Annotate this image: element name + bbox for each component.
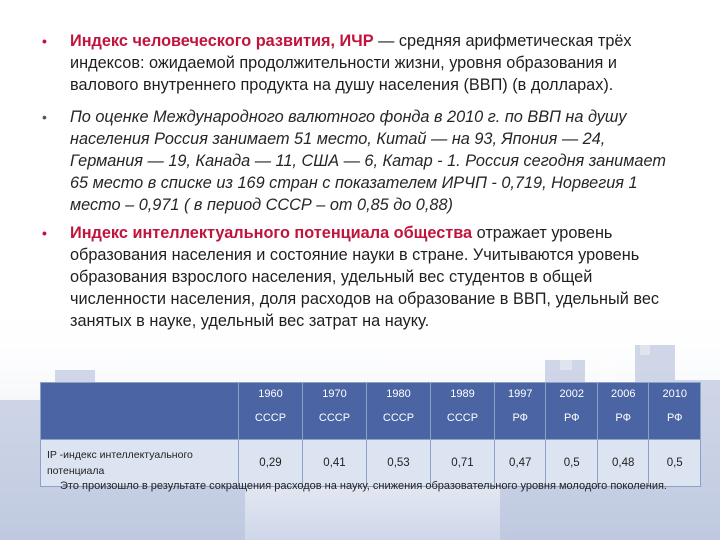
- imf-ranking-text: По оценке Международного валютного фонда в 2010 г. по ВВП на душу населения Россия занимает 51 место, Китай — на 93, Япония — 24, Германия — 19, Канада — 11, США — 6, Катар - 1. Россия сегодня занимает 65 место в списке из 169 стран с показателем ИРЧП - 0,719, Норвегия 1 место – 0,971 ( в период СССР – от 0,85 до 0,88): [70, 108, 666, 214]
- table-header-row: [41, 383, 701, 440]
- column-header: 1960 СССР: [239, 383, 303, 440]
- bullet-intellectual-index: [40, 222, 680, 332]
- bullet-dot-icon: •: [42, 225, 47, 241]
- column-header: 1997 РФ: [495, 383, 546, 440]
- table-cell: 0,71: [431, 440, 495, 487]
- table-cell: 0,29: [239, 440, 303, 487]
- bullet-dot-icon: •: [42, 33, 47, 49]
- column-header: 1970 СССР: [303, 383, 367, 440]
- column-header: 2002 РФ: [546, 383, 597, 440]
- column-header: 2010 РФ: [649, 383, 701, 440]
- column-header: 1989 СССР: [431, 383, 495, 440]
- table-cell: 0,47: [495, 440, 546, 487]
- hdi-definition: — средняя арифметическая трёх индексов: ожидаемой продолжительности жизни, уровня образования и валового внутреннего продукта на душу населения (ВВП) (в долларах).: [70, 32, 632, 94]
- bullet-dot-icon: •: [42, 109, 47, 125]
- table-cell: 0,53: [367, 440, 431, 487]
- bullet-list: [40, 30, 680, 332]
- bullet-hdi: [40, 30, 680, 96]
- column-header: 1980 СССР: [367, 383, 431, 440]
- footnote: Это произошло в результате сокращения расходов на науку, снижения образовательного уровня молодого поколения.: [60, 480, 667, 492]
- column-header: 2006 РФ: [597, 383, 648, 440]
- ip-index-table: [40, 382, 701, 487]
- table-cell: 0,5: [649, 440, 701, 487]
- table-cell: 0,41: [303, 440, 367, 487]
- table-cell: 0,48: [597, 440, 648, 487]
- intellectual-index-term: Индекс интеллектуального потенциала общества: [70, 224, 473, 242]
- table-corner-cell: [41, 383, 239, 440]
- row-label: IP -индекс интеллектуального потенциала: [41, 440, 239, 487]
- table-cell: 0,5: [546, 440, 597, 487]
- bullet-imf-ranking: [40, 106, 680, 216]
- hdi-term: Индекс человеческого развития, ИЧР: [70, 32, 374, 50]
- intellectual-index-definition: отражает уровень образования населения и состояние науки в стране. Учитываются уровень образования взрослого населения, удельный вес студентов в общей численности населения, доля расходов на образование в ВВП, удельный вес занятых в науке, удельный вес затрат на науку.: [70, 224, 660, 330]
